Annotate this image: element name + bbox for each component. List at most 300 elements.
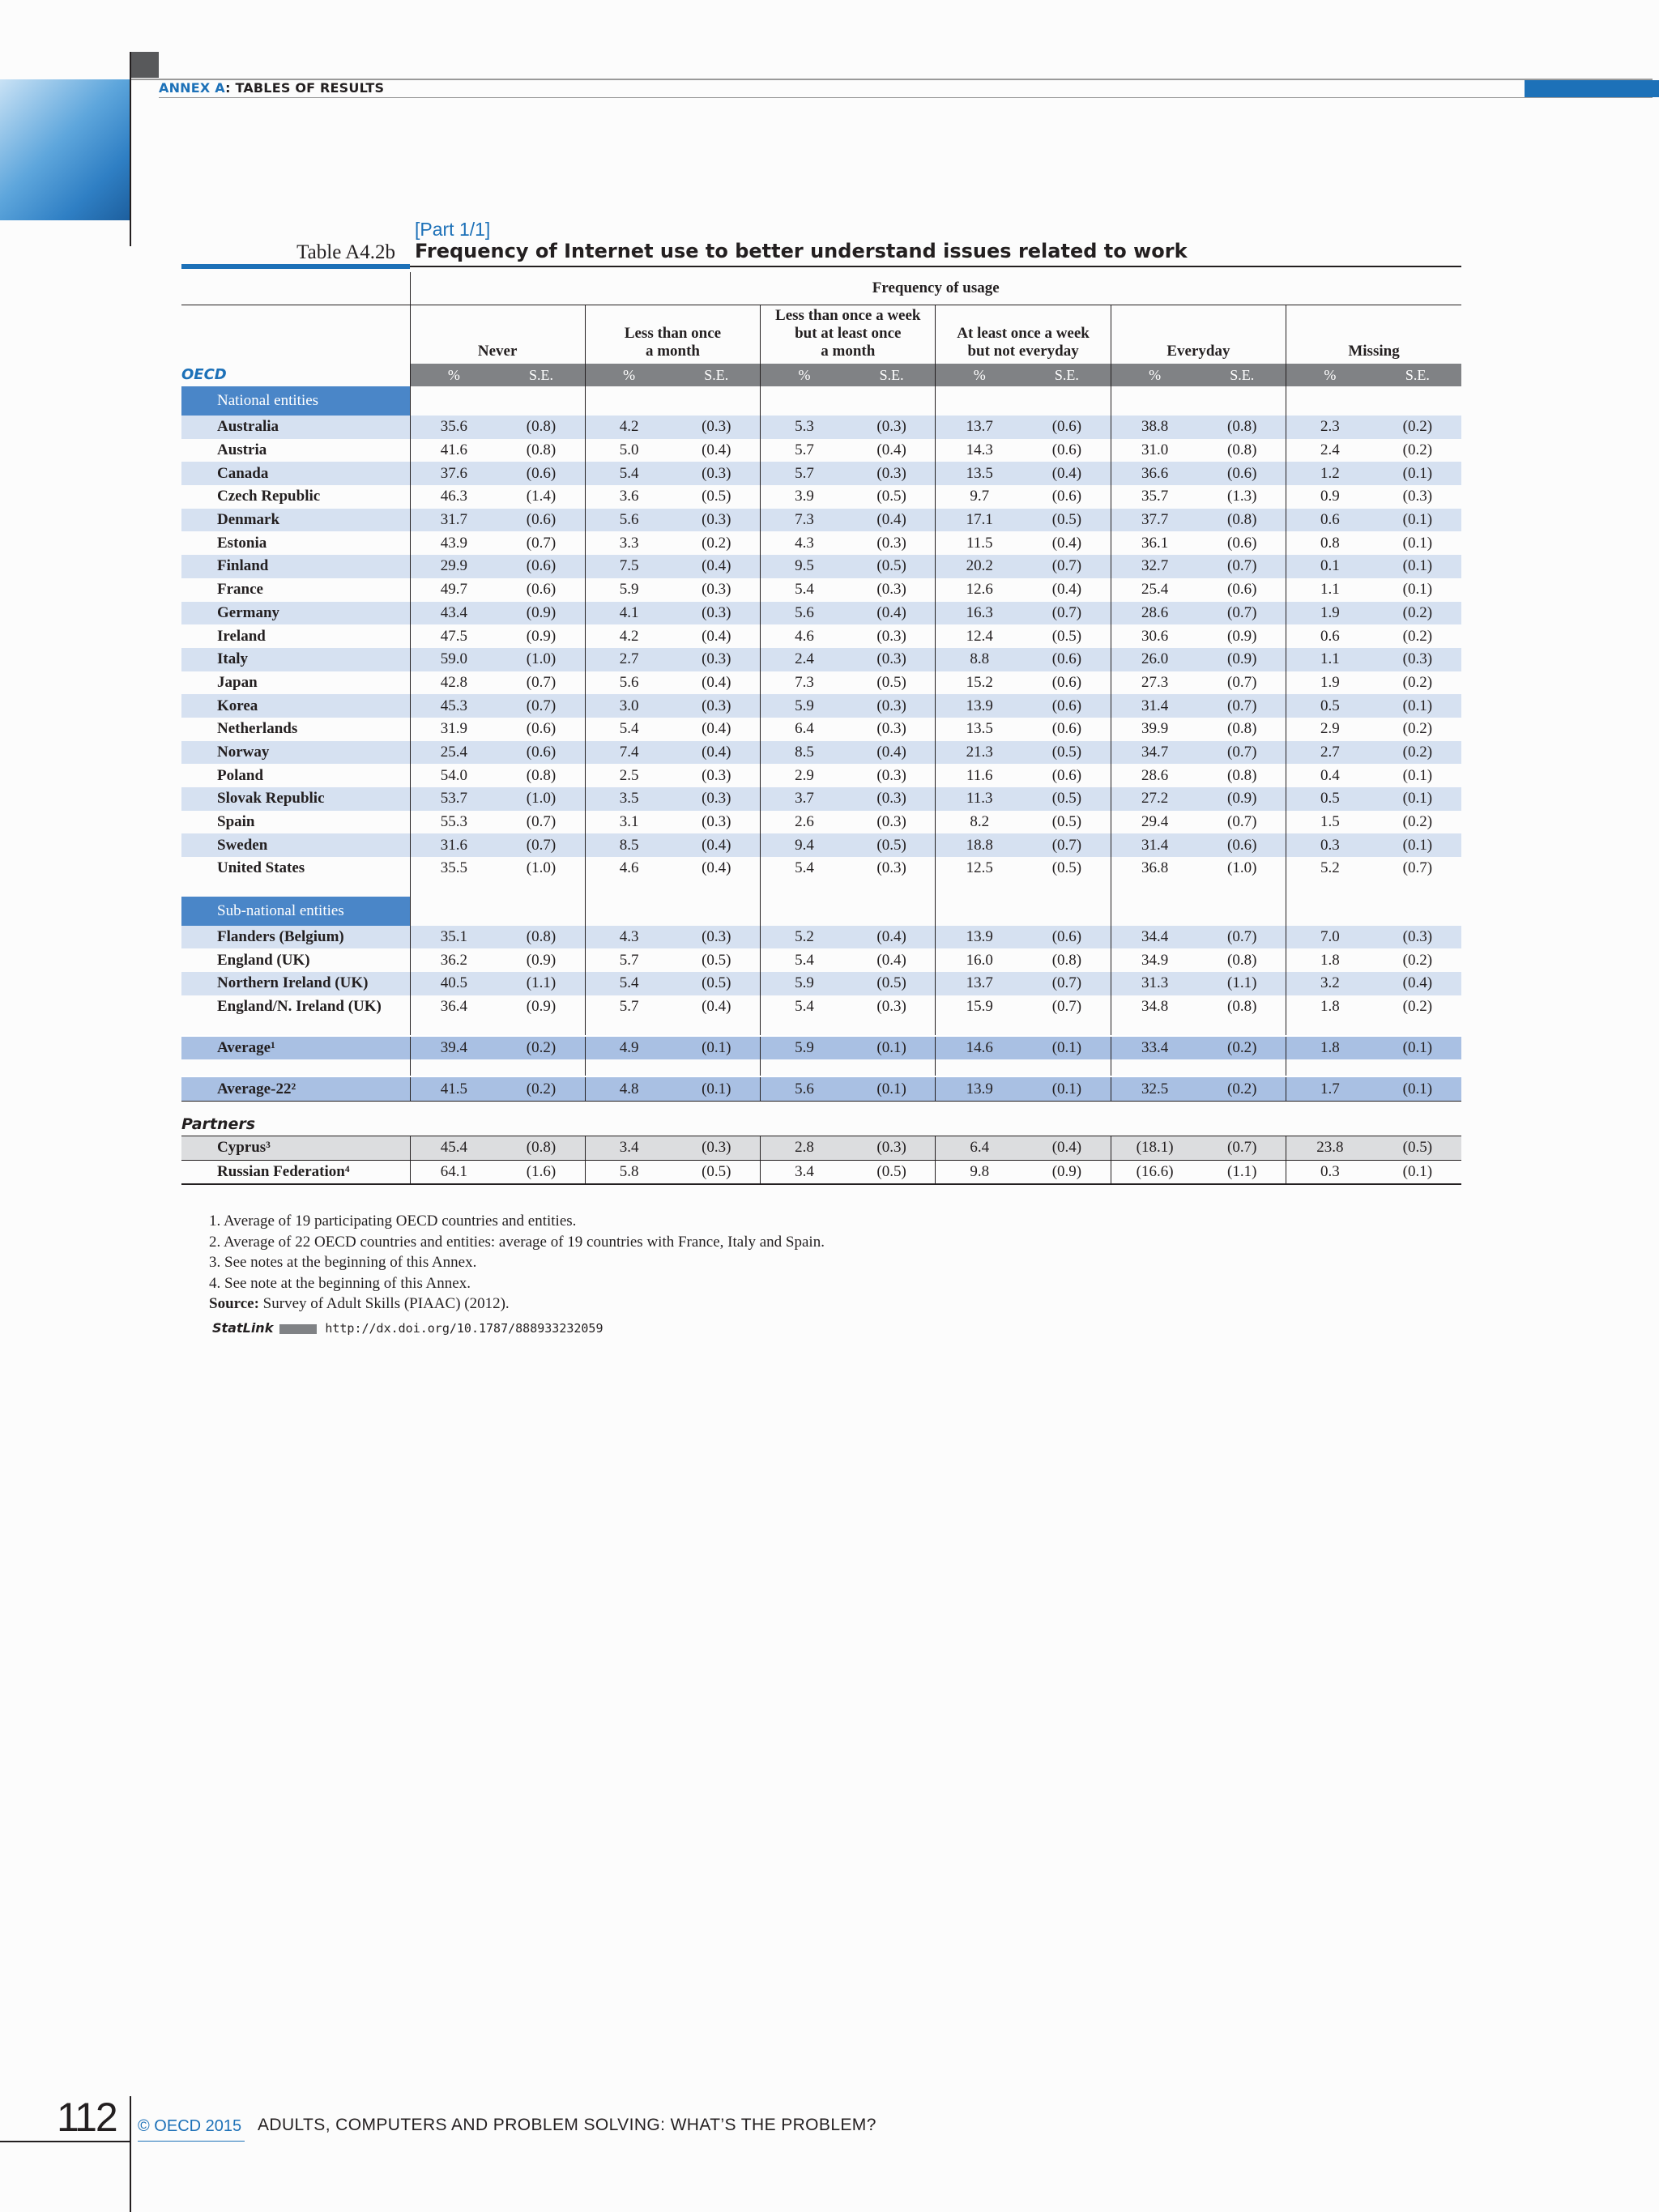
se-cell: (0.4) xyxy=(702,627,731,645)
se-cell: (0.4) xyxy=(672,555,760,578)
percent-cell: 54.0 xyxy=(410,764,497,787)
se-cell: (0.4) xyxy=(672,833,760,857)
se-cell: (0.6) xyxy=(1051,673,1082,691)
percent-cell: 31.9 xyxy=(410,718,497,741)
blank-cell xyxy=(1198,897,1286,926)
percent-cell: 43.9 xyxy=(410,531,497,555)
se-cell: (0.5) xyxy=(848,555,936,578)
percent-cell: 5.6 xyxy=(585,671,672,695)
se-cell: (0.8) xyxy=(1198,416,1286,439)
se-cell: (0.6) xyxy=(1227,581,1257,599)
percent-cell: 5.4 xyxy=(761,995,848,1019)
se-cell: (0.3) xyxy=(876,581,906,599)
table-body xyxy=(181,386,1461,1184)
se-cell: (0.6) xyxy=(1023,926,1111,949)
blank-cell xyxy=(1374,386,1461,416)
percent-cell: 3.3 xyxy=(585,531,672,555)
se-cell: (0.5) xyxy=(1023,509,1111,532)
se-cell: (0.5) xyxy=(1051,859,1082,877)
percent-cell: 4.1 xyxy=(585,602,672,625)
table-row xyxy=(181,741,1461,765)
se-cell: (0.1) xyxy=(1374,509,1461,532)
category-header-row xyxy=(181,305,1461,364)
header-rule-lower xyxy=(159,97,1653,98)
percent-cell: 5.6 xyxy=(585,509,672,532)
se-cell: (0.2) xyxy=(1402,627,1433,645)
se-cell: (0.8) xyxy=(1051,951,1082,969)
row-label: Czech Republic xyxy=(217,488,321,505)
percent-cell: 31.7 xyxy=(410,509,497,532)
blank-cell xyxy=(1286,386,1374,416)
se-cell: (0.4) xyxy=(672,741,760,765)
percent-cell: 41.5 xyxy=(410,1076,497,1101)
percent-cell: 3.4 xyxy=(761,1160,848,1184)
se-cell: (0.3) xyxy=(876,859,906,877)
blank-cell xyxy=(1111,897,1198,926)
blank-cell xyxy=(497,897,585,926)
percent-cell: 36.6 xyxy=(1111,462,1198,485)
row-label: Sweden xyxy=(181,833,410,857)
table-row xyxy=(181,926,1461,949)
se-cell: (0.8) xyxy=(1227,998,1257,1016)
percent-cell: 2.7 xyxy=(1286,741,1374,765)
percent-cell: 45.3 xyxy=(410,694,497,718)
row-label: England (UK) xyxy=(217,951,310,969)
se-cell: (0.7) xyxy=(497,694,585,718)
percent-cell: 17.1 xyxy=(936,509,1023,532)
se-cell: (0.1) xyxy=(1374,555,1461,578)
table-row xyxy=(181,439,1461,462)
statlink[interactable] xyxy=(212,1320,603,1336)
se-cell: (0.7) xyxy=(526,534,557,552)
se-cell: (0.7) xyxy=(497,833,585,857)
percent-cell: 27.2 xyxy=(1111,787,1198,811)
table-row xyxy=(181,718,1461,741)
header-marker xyxy=(130,52,159,78)
se-subheader: S.E. xyxy=(848,364,936,386)
se-cell: (0.5) xyxy=(1023,787,1111,811)
se-cell: (0.3) xyxy=(876,998,906,1016)
blank-cell xyxy=(848,897,936,926)
column-header: Everyday xyxy=(1111,305,1286,364)
source-note xyxy=(209,1294,825,1315)
se-cell: (0.9) xyxy=(1023,1160,1111,1184)
percent-cell: 0.5 xyxy=(1286,787,1374,811)
percent-cell: 15.9 xyxy=(936,995,1023,1019)
blank-cell xyxy=(1023,386,1111,416)
se-cell: (0.1) xyxy=(1023,1076,1111,1101)
percent-cell: 39.9 xyxy=(1111,718,1198,741)
se-cell: (0.7) xyxy=(1051,998,1082,1016)
column-header: At least once a week but not everyday xyxy=(936,305,1111,364)
percent-cell: 36.8 xyxy=(1111,857,1198,880)
se-cell: (0.7) xyxy=(1198,555,1286,578)
percent-cell: (16.6) xyxy=(1111,1160,1198,1184)
se-cell: (0.3) xyxy=(672,1136,760,1160)
percent-cell: 5.2 xyxy=(1286,857,1374,880)
se-cell: (0.4) xyxy=(848,509,936,532)
percent-cell: 41.6 xyxy=(410,439,497,462)
table-row xyxy=(181,648,1461,671)
percent-cell: 42.8 xyxy=(410,671,497,695)
se-cell: (0.6) xyxy=(1023,648,1111,671)
percent-cell: 8.5 xyxy=(761,741,848,765)
column-header: Less than once a week but at least once a month xyxy=(761,305,936,364)
se-cell: (0.5) xyxy=(1374,1136,1461,1160)
se-cell: (0.3) xyxy=(672,462,760,485)
percent-cell: 35.7 xyxy=(1111,485,1198,509)
statlink-url[interactable]: http://dx.doi.org/10.1787/888933232059 xyxy=(325,1321,603,1336)
se-cell: (0.3) xyxy=(672,509,760,532)
blank-cell xyxy=(761,386,848,416)
percent-subheader: % xyxy=(1286,364,1374,386)
se-cell: (0.9) xyxy=(497,602,585,625)
se-cell: (0.7) xyxy=(1023,555,1111,578)
percent-cell: 64.1 xyxy=(410,1160,497,1184)
percent-cell: 14.3 xyxy=(936,439,1023,462)
percent-cell: 5.7 xyxy=(761,462,848,485)
table-row xyxy=(181,972,1461,995)
percent-cell: 13.7 xyxy=(936,416,1023,439)
se-cell: (0.1) xyxy=(1374,787,1461,811)
table-number: Table A4.2b xyxy=(296,241,395,263)
percent-cell: 8.2 xyxy=(936,811,1023,834)
se-cell: (0.7) xyxy=(1023,833,1111,857)
se-cell: (0.1) xyxy=(1402,581,1433,599)
percent-cell: 32.5 xyxy=(1111,1076,1198,1101)
se-cell: (0.7) xyxy=(1402,859,1433,877)
percent-cell: 5.9 xyxy=(585,578,672,602)
se-cell: (0.3) xyxy=(1402,488,1433,505)
footer-publication-title: ADULTS, COMPUTERS AND PROBLEM SOLVING: WHAT’S THE PROBLEM? xyxy=(258,2116,876,2134)
blank-cell xyxy=(761,897,848,926)
percent-cell: 9.4 xyxy=(761,833,848,857)
se-cell: (0.4) xyxy=(702,441,731,459)
percent-cell: 30.6 xyxy=(1111,624,1198,648)
se-cell: (0.4) xyxy=(702,720,731,738)
percent-cell: 36.1 xyxy=(1111,531,1198,555)
se-cell: (0.5) xyxy=(702,488,731,505)
blank-cell xyxy=(936,386,1023,416)
row-label: Denmark xyxy=(181,509,410,532)
se-cell: (0.7) xyxy=(1198,926,1286,949)
percent-cell: 2.5 xyxy=(585,764,672,787)
se-cell: (0.4) xyxy=(1051,534,1082,552)
column-header: Less than once a month xyxy=(585,305,760,364)
row-label: Flanders (Belgium) xyxy=(181,926,410,949)
percent-cell: 5.6 xyxy=(761,1076,848,1101)
se-cell: (0.1) xyxy=(848,1036,936,1060)
se-cell: (0.2) xyxy=(1402,720,1433,738)
percent-cell: 1.8 xyxy=(1286,1036,1374,1060)
percent-cell: 3.7 xyxy=(761,787,848,811)
percent-cell: 15.2 xyxy=(936,671,1023,695)
se-cell: (0.7) xyxy=(1023,602,1111,625)
se-cell: (0.3) xyxy=(876,534,906,552)
blank-cell xyxy=(1111,386,1198,416)
percent-cell: 1.5 xyxy=(1286,811,1374,834)
se-cell: (0.6) xyxy=(1051,720,1082,738)
se-cell: (0.1) xyxy=(672,1076,760,1101)
blank-cell xyxy=(848,386,936,416)
percent-cell: 0.6 xyxy=(1286,624,1374,648)
se-cell: (0.5) xyxy=(1051,813,1082,831)
percent-cell: 37.7 xyxy=(1111,509,1198,532)
row-label: Poland xyxy=(217,766,264,784)
table-row xyxy=(181,948,1461,972)
percent-cell: 9.5 xyxy=(761,555,848,578)
header-blank xyxy=(181,305,410,364)
percent-cell: 32.7 xyxy=(1111,555,1198,578)
percent-cell: 11.5 xyxy=(936,531,1023,555)
percent-cell: 1.1 xyxy=(1286,578,1374,602)
row-label: Finland xyxy=(181,555,410,578)
subnational-entities-header-label: Sub-national entities xyxy=(181,897,410,926)
se-cell: (0.3) xyxy=(702,581,731,599)
percent-cell: 7.3 xyxy=(761,509,848,532)
table-row xyxy=(181,578,1461,602)
se-cell: (1.1) xyxy=(1198,1160,1286,1184)
percent-cell: 0.1 xyxy=(1286,555,1374,578)
se-cell: (0.4) xyxy=(702,673,731,691)
percent-cell: 13.9 xyxy=(936,1076,1023,1101)
percent-cell: 8.8 xyxy=(936,648,1023,671)
se-cell: (0.6) xyxy=(526,581,557,599)
percent-cell: 0.3 xyxy=(1286,833,1374,857)
frequency-group-header: Frequency of usage xyxy=(410,272,1461,305)
se-cell: (0.2) xyxy=(497,1076,585,1101)
percent-cell: 40.5 xyxy=(410,972,497,995)
percent-cell: 0.6 xyxy=(1286,509,1374,532)
percent-cell: 3.5 xyxy=(585,787,672,811)
se-cell: (0.5) xyxy=(1051,627,1082,645)
se-cell: (0.4) xyxy=(848,926,936,949)
percent-cell: 7.3 xyxy=(761,671,848,695)
percent-cell: 2.7 xyxy=(585,648,672,671)
column-header: Missing xyxy=(1286,305,1461,364)
percent-cell: 14.6 xyxy=(936,1036,1023,1060)
se-cell: (0.1) xyxy=(1374,1160,1461,1184)
row-label: Russian Federation⁴ xyxy=(181,1160,410,1184)
percent-cell: 4.3 xyxy=(761,531,848,555)
percent-cell: 31.4 xyxy=(1111,833,1198,857)
percent-cell: 1.2 xyxy=(1286,462,1374,485)
percent-cell: 5.4 xyxy=(585,718,672,741)
se-cell: (1.0) xyxy=(497,648,585,671)
percent-cell: 23.8 xyxy=(1286,1136,1374,1160)
percent-cell: 5.7 xyxy=(761,439,848,462)
percent-cell: 1.9 xyxy=(1286,602,1374,625)
percent-cell: 29.4 xyxy=(1111,811,1198,834)
table-row xyxy=(181,764,1461,787)
row-label: Austria xyxy=(217,441,267,459)
se-cell: (0.6) xyxy=(1198,833,1286,857)
percent-cell: 34.9 xyxy=(1111,948,1198,972)
percent-cell: 0.8 xyxy=(1286,531,1374,555)
percent-cell: 1.1 xyxy=(1286,648,1374,671)
percent-cell: 3.6 xyxy=(585,485,672,509)
percent-cell: 43.4 xyxy=(410,602,497,625)
table-row xyxy=(181,671,1461,695)
se-cell: (0.5) xyxy=(876,488,906,505)
subnational-entities-header xyxy=(181,897,1461,926)
annex-title: : TABLES OF RESULTS xyxy=(225,80,385,96)
percent-cell: 3.4 xyxy=(585,1136,672,1160)
note-1: 1. Average of 19 participating OECD countries and entities. xyxy=(209,1213,577,1230)
percent-cell: 4.2 xyxy=(585,416,672,439)
national-entities-header xyxy=(181,386,1461,416)
se-cell: (0.3) xyxy=(876,813,906,831)
results-table xyxy=(181,272,1461,1185)
percent-cell: 4.9 xyxy=(585,1036,672,1060)
percent-cell: 28.6 xyxy=(1111,764,1198,787)
se-cell: (0.8) xyxy=(1227,766,1257,784)
percent-cell: 1.8 xyxy=(1286,948,1374,972)
se-cell: (0.1) xyxy=(1023,1036,1111,1060)
se-cell: (0.4) xyxy=(702,998,731,1016)
se-cell: (0.7) xyxy=(526,813,557,831)
percent-cell: 33.4 xyxy=(1111,1036,1198,1060)
percent-cell: 9.7 xyxy=(936,485,1023,509)
percent-cell: 47.5 xyxy=(410,624,497,648)
statlink-label: StatLink xyxy=(212,1320,274,1336)
page-number: 112 xyxy=(57,2095,117,2140)
table-row xyxy=(181,462,1461,485)
percent-cell: 0.4 xyxy=(1286,764,1374,787)
percent-cell: 36.2 xyxy=(410,948,497,972)
percent-cell: 37.6 xyxy=(410,462,497,485)
header-decorative-image xyxy=(0,79,130,220)
subheader-row xyxy=(181,364,1461,386)
table-row xyxy=(181,1036,1461,1060)
note-4: 4. See note at the beginning of this Annex. xyxy=(209,1274,471,1292)
se-cell: (0.5) xyxy=(702,951,731,969)
se-cell: (0.8) xyxy=(526,441,557,459)
percent-cell: 5.7 xyxy=(585,995,672,1019)
percent-cell: 2.6 xyxy=(761,811,848,834)
footer-copyright-underline xyxy=(138,2141,245,2142)
table-row xyxy=(181,509,1461,532)
percent-cell: 5.2 xyxy=(761,926,848,949)
source-text: Survey of Adult Skills (PIAAC) (2012). xyxy=(258,1295,510,1313)
se-cell: (0.6) xyxy=(1227,534,1257,552)
spacer-row xyxy=(181,1019,1461,1036)
se-cell: (0.7) xyxy=(1198,741,1286,765)
se-cell: (0.6) xyxy=(1023,694,1111,718)
se-cell: (0.5) xyxy=(1023,741,1111,765)
se-cell: (0.1) xyxy=(1402,766,1433,784)
percent-cell: 4.2 xyxy=(585,624,672,648)
percent-cell: 3.2 xyxy=(1286,972,1374,995)
se-subheader: S.E. xyxy=(672,364,760,386)
se-cell: (0.6) xyxy=(497,555,585,578)
se-cell: (0.4) xyxy=(1023,462,1111,485)
table-part-label: [Part 1/1] xyxy=(415,219,491,240)
se-cell: (0.4) xyxy=(848,741,936,765)
blank-cell xyxy=(410,386,497,416)
se-subheader: S.E. xyxy=(1374,364,1461,386)
percent-cell: 3.9 xyxy=(761,485,848,509)
percent-cell: 7.5 xyxy=(585,555,672,578)
percent-cell: 11.3 xyxy=(936,787,1023,811)
blank-cell xyxy=(585,386,672,416)
row-label: Canada xyxy=(181,462,410,485)
spacer-row xyxy=(181,1059,1461,1076)
row-label: Spain xyxy=(217,813,255,831)
percent-cell: (18.1) xyxy=(1111,1136,1198,1160)
percent-cell: 5.4 xyxy=(585,972,672,995)
percent-cell: 12.6 xyxy=(936,578,1023,602)
percent-cell: 3.0 xyxy=(585,694,672,718)
se-cell: (0.2) xyxy=(1402,951,1433,969)
percent-cell: 49.7 xyxy=(410,578,497,602)
annex-label: ANNEX A xyxy=(159,80,226,96)
table-row xyxy=(181,531,1461,555)
table-row xyxy=(181,811,1461,834)
se-cell: (0.6) xyxy=(1051,441,1082,459)
percent-cell: 4.6 xyxy=(585,857,672,880)
blank-cell xyxy=(1198,386,1286,416)
se-cell: (0.8) xyxy=(497,926,585,949)
se-cell: (0.7) xyxy=(1198,694,1286,718)
table-row xyxy=(181,833,1461,857)
percent-cell: 9.8 xyxy=(936,1160,1023,1184)
percent-cell: 59.0 xyxy=(410,648,497,671)
table-row xyxy=(181,555,1461,578)
row-label: Estonia xyxy=(217,534,267,552)
row-label: France xyxy=(217,581,263,599)
se-cell: (0.3) xyxy=(848,787,936,811)
percent-cell: 5.4 xyxy=(761,578,848,602)
title-accent xyxy=(181,264,410,269)
se-cell: (0.9) xyxy=(526,627,557,645)
percent-cell: 29.9 xyxy=(410,555,497,578)
percent-cell: 34.4 xyxy=(1111,926,1198,949)
se-cell: (0.3) xyxy=(876,766,906,784)
se-cell: (0.1) xyxy=(1402,534,1433,552)
row-label: Average¹ xyxy=(181,1036,410,1060)
se-cell: (0.2) xyxy=(1374,416,1461,439)
percent-cell: 20.2 xyxy=(936,555,1023,578)
se-cell: (0.3) xyxy=(1374,648,1461,671)
row-label: Italy xyxy=(181,648,410,671)
se-cell: (1.1) xyxy=(1198,972,1286,995)
header-accent-bar xyxy=(1525,80,1659,97)
percent-cell: 46.3 xyxy=(410,485,497,509)
percent-cell: 13.9 xyxy=(936,926,1023,949)
se-cell: (0.3) xyxy=(672,926,760,949)
se-cell: (0.4) xyxy=(1051,581,1082,599)
table-row xyxy=(181,485,1461,509)
percent-subheader: % xyxy=(410,364,497,386)
se-cell: (0.6) xyxy=(1023,416,1111,439)
se-cell: (0.8) xyxy=(1227,720,1257,738)
percent-cell: 2.9 xyxy=(761,764,848,787)
se-cell: (0.2) xyxy=(1402,673,1433,691)
percent-cell: 0.3 xyxy=(1286,1160,1374,1184)
se-cell: (0.6) xyxy=(526,720,557,738)
percent-cell: 7.0 xyxy=(1286,926,1374,949)
percent-subheader: % xyxy=(585,364,672,386)
percent-cell: 5.4 xyxy=(761,948,848,972)
se-cell: (0.3) xyxy=(876,720,906,738)
blank-cell xyxy=(672,386,760,416)
annex-heading xyxy=(159,80,384,96)
se-cell: (0.6) xyxy=(1051,766,1082,784)
note-2: 2. Average of 22 OECD countries and entities: average of 19 countries with France, Italy and Spain. xyxy=(209,1233,825,1251)
table-row xyxy=(181,857,1461,880)
row-label: Germany xyxy=(181,602,410,625)
